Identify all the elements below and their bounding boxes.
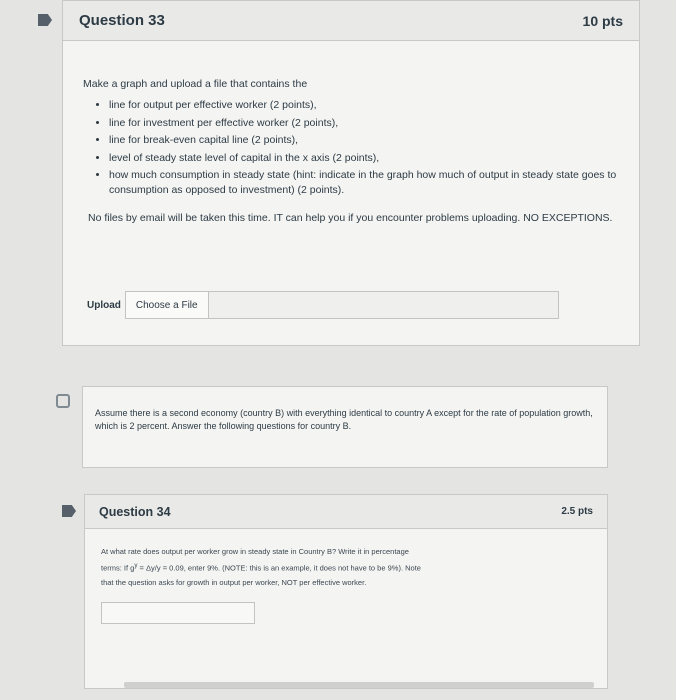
next-card-edge xyxy=(124,682,594,688)
question-flag-icon[interactable] xyxy=(62,505,76,517)
question-34-card xyxy=(84,494,608,689)
list-item: • line for output per effective worker (2 points), xyxy=(109,98,619,113)
question-flag-icon[interactable] xyxy=(38,14,52,26)
question-text-fragment: = Δy/y = 0.09, enter 9%. (NOTE: this is an example, it does not have to be 9%). Note xyxy=(137,563,421,573)
question-text-line: terms: If $g^y = \Delta y/y = 0.09$, enter 9%. (NOTE: this is an example, it does not have to be 9%). Note xyxy=(101,562,421,573)
question-title: Question 34 xyxy=(99,504,171,519)
question-body xyxy=(63,41,639,226)
question-header xyxy=(85,495,607,529)
answer-input[interactable] xyxy=(101,602,255,624)
requirements-list xyxy=(83,98,619,198)
context-text: Assume there is a second economy (country B) with everything identical to country A except for the rate of population growth, which is 2 percent. Answer the following questions for country B. xyxy=(95,408,593,431)
question-points: 10 pts xyxy=(582,12,623,29)
question-header xyxy=(63,1,639,41)
question-intro: Make a graph and upload a file that contains the xyxy=(83,78,308,90)
list-item: • line for break-even capital line (2 points), xyxy=(109,133,619,148)
upload-note: No files by email will be taken this time. IT can help you if you encounter problems uploading. NO EXCEPTIONS. xyxy=(88,212,613,224)
choose-file-button[interactable]: Choose a File xyxy=(126,292,209,318)
flag-outline-icon[interactable] xyxy=(56,394,70,408)
question-text-fragment: terms: If g xyxy=(101,563,135,573)
list-item: • level of steady state level of capital in the x axis (2 points), xyxy=(109,151,619,166)
list-item: • how much consumption in steady state (hint: indicate in the graph how much of output in steady state goes to consumption as opposed to investment) (2 points). xyxy=(109,168,619,198)
context-card xyxy=(82,386,608,468)
file-upload-box[interactable] xyxy=(125,291,559,319)
question-33-card xyxy=(62,0,640,346)
file-upload-row xyxy=(87,291,559,319)
question-points: 2.5 pts xyxy=(561,506,593,517)
question-text-line: At what rate does output per worker grow in steady state in Country B? Write it in percentage xyxy=(101,547,409,556)
question-text-line: that the question asks for growth in output per worker, NOT per effective worker. xyxy=(101,577,367,587)
question-body xyxy=(85,529,607,624)
list-item: • line for investment per effective worker (2 points), xyxy=(109,116,619,131)
question-title: Question 33 xyxy=(79,12,165,29)
upload-label: Upload xyxy=(87,299,121,311)
